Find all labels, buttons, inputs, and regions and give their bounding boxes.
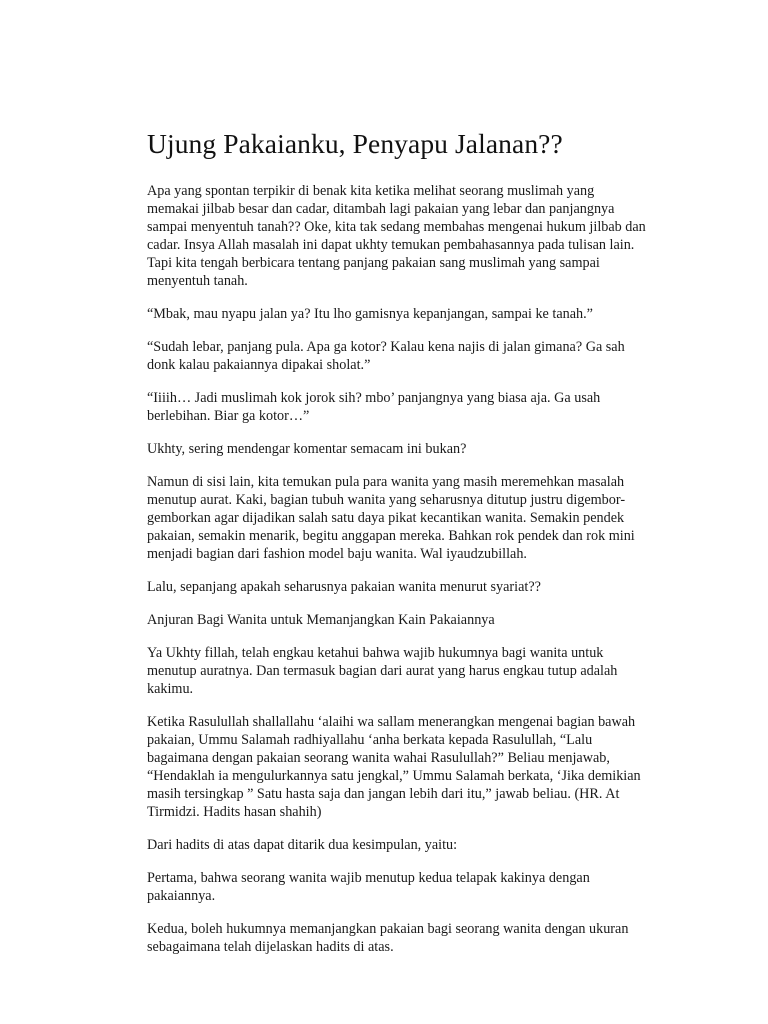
paragraph-quote-3: “Iiiih… Jadi muslimah kok jorok sih? mbo’ panjangnya yang biasa aja. Ga usah berlebihan. Biar ga kotor…” [147, 390, 601, 424]
section-heading: Anjuran Bagi Wanita untuk Memanjangkan Kain Pakaiannya [147, 612, 495, 628]
paragraph-question: Ukhty, sering mendengar komentar semacam ini bukan? [147, 441, 467, 457]
paragraph-aurat: Ya Ukhty fillah, telah engkau ketahui bahwa wajib hukumnya bagi wanita untuk menutup auratnya. Dan termasuk bagian dari aurat yang harus engkau tutup adalah kakimu. [147, 645, 618, 697]
paragraph-quote-2: “Sudah lebar, panjang pula. Apa ga kotor? Kalau kena najis di jalan gimana? Ga sah donk kalau pakaiannya dipakai sholat.” [147, 339, 625, 373]
paragraph-conclusion-intro: Dari hadits di atas dapat ditarik dua kesimpulan, yaitu: [147, 837, 458, 853]
paragraph-how-long: Lalu, sepanjang apakah seharusnya pakaian wanita menurut syariat?? [147, 579, 541, 595]
paragraph-hadith: Ketika Rasulullah shallallahu ‘alaihi wa sallam menerangkan mengenai bagian bawah pakaian, Ummu Salamah radhiyallahu ‘anha berkata kepada Rasulullah, “Lalu bagaimana dengan pakaian seorang wanita wahai Rasulullah?” Beliau menjawab, “Hendaklah ia mengulurkannya satu jengkal,” Ummu Salamah berkata, ‘Jika demikian masih tersingkap ” Satu hasta saja dan jangan lebih dari itu,” jawab beliau. (HR. At Tirmidzi. Hadits hasan shahih) [147, 714, 641, 820]
document-title: Ujung Pakaianku, Penyapu Jalanan?? [147, 128, 563, 159]
paragraph-second: Kedua, boleh hukumnya memanjangkan pakaian bagi seorang wanita dengan ukuran sebagaimana telah dijelaskan hadits di atas. [147, 921, 629, 955]
paragraph-first: Pertama, bahwa seorang wanita wajib menutup kedua telapak kakinya dengan pakaiannya. [147, 870, 590, 904]
paragraph-other-side: Namun di sisi lain, kita temukan pula para wanita yang masih meremehkan masalah menutup aurat. Kaki, bagian tubuh wanita yang seharusnya ditutup justru digembor-gemborkan agar dijadikan salah satu daya pikat kecantikan wanita. Semakin pendek pakaian, semakin menarik, begitu anggapan mereka. Bahkan rok pendek dan rok mini menjadi bagian dari fashion model baju wanita. Wal iyaudzubillah. [147, 474, 635, 562]
document-page [147, 126, 649, 971]
paragraph-intro: Apa yang spontan terpikir di benak kita ketika melihat seorang muslimah yang memakai jilbab besar dan cadar, ditambah lagi pakaian yang lebar dan panjangnya sampai menyentuh tanah?? Oke, kita tak sedang membahas mengenai hukum jilbab dan cadar. Insya Allah masalah ini dapat ukhty temukan pembahasannya pada tulisan lain. Tapi kita tengah berbicara tentang panjang pakaian sang muslimah yang sampai menyentuh tanah. [147, 183, 646, 289]
paragraph-quote-1: “Mbak, mau nyapu jalan ya? Itu lho gamisnya kepanjangan, sampai ke tanah.” [147, 306, 593, 322]
